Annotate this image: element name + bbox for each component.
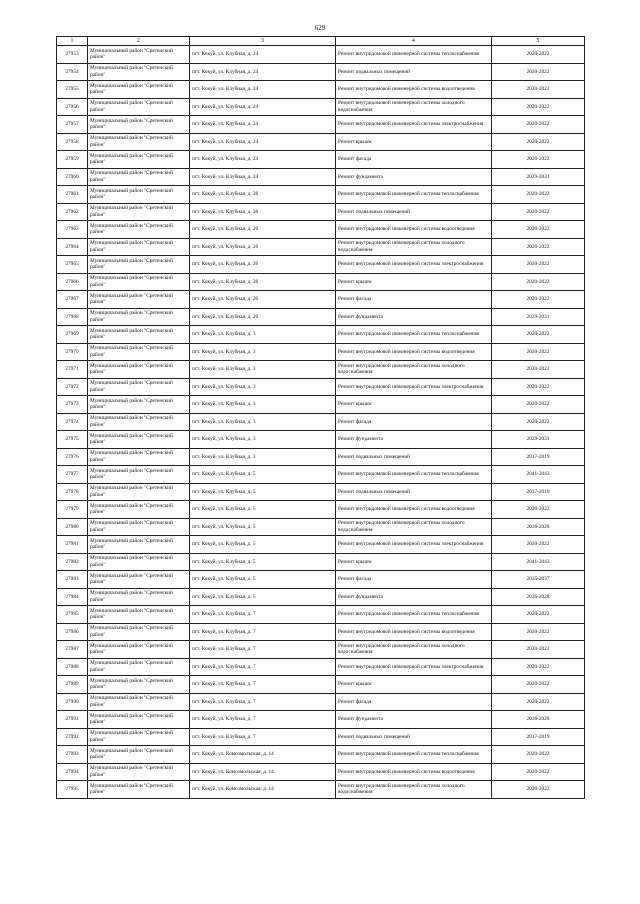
- municipality-cell: Муниципальный район "Сретенский район": [88, 781, 190, 799]
- work-type-cell: Ремонт внутридомовой инженерной системы холодного водоснабжения: [336, 98, 492, 116]
- address-cell: пгт. Кокуй, ул. Клубная, д. 5: [190, 571, 336, 589]
- work-type-cell: Ремонт крыши: [336, 273, 492, 291]
- row-number: 27969: [57, 326, 88, 344]
- work-type-cell: Ремонт фундамента: [336, 711, 492, 729]
- years-cell: 2020-2022: [492, 606, 585, 624]
- table-row: [57, 606, 585, 624]
- address-cell: пгт. Кокуй, ул. Клубная, д. 24: [190, 133, 336, 151]
- table-row: [57, 203, 585, 221]
- address-cell: пгт. Кокуй, ул. Клубная, д. 24: [190, 168, 336, 186]
- work-type-cell: Ремонт внутридомовой инженерной системы электроснабжения: [336, 536, 492, 554]
- row-number: 27959: [57, 151, 88, 169]
- table-row: [57, 536, 585, 554]
- address-cell: пгт. Кокуй, ул. Клубная, д. 7: [190, 693, 336, 711]
- address-cell: пгт. Кокуй, ул. Клубная, д. 7: [190, 658, 336, 676]
- years-cell: 2020-2022: [492, 501, 585, 519]
- table-row: [57, 221, 585, 239]
- municipality-cell: Муниципальный район "Сретенский район": [88, 553, 190, 571]
- address-cell: пгт. Кокуй, ул. Клубная, д. 3: [190, 448, 336, 466]
- table-row: [57, 273, 585, 291]
- table-row: [57, 343, 585, 361]
- years-cell: 2020-2022: [492, 203, 585, 221]
- years-cell: 2020-2022: [492, 641, 585, 659]
- address-cell: пгт. Кокуй, ул. Клубная, д. 24: [190, 46, 336, 64]
- municipality-cell: Муниципальный район "Сретенский район": [88, 63, 190, 81]
- municipality-cell: Муниципальный район "Сретенский район": [88, 168, 190, 186]
- work-type-cell: Ремонт внутридомовой инженерной системы холодного водоснабжения: [336, 361, 492, 379]
- table-row: [57, 46, 585, 64]
- table-row: [57, 81, 585, 99]
- years-cell: 2035-2037: [492, 571, 585, 589]
- work-type-cell: Ремонт крыши: [336, 396, 492, 414]
- municipality-cell: Муниципальный район "Сретенский район": [88, 343, 190, 361]
- municipality-cell: Муниципальный район "Сретенский район": [88, 763, 190, 781]
- years-cell: 2020-2022: [492, 361, 585, 379]
- address-cell: пгт. Кокуй, ул. Клубная, д. 5: [190, 501, 336, 519]
- table-row: [57, 98, 585, 116]
- municipality-cell: Муниципальный район "Сретенский район": [88, 81, 190, 99]
- table-row: [57, 396, 585, 414]
- municipality-cell: Муниципальный район "Сретенский район": [88, 641, 190, 659]
- row-number: 27961: [57, 186, 88, 204]
- address-cell: пгт. Кокуй, ул. Клубная, д. 26: [190, 308, 336, 326]
- row-number: 27977: [57, 466, 88, 484]
- row-number: 27974: [57, 413, 88, 431]
- municipality-cell: Муниципальный район "Сретенский район": [88, 326, 190, 344]
- municipality-cell: Муниципальный район "Сретенский район": [88, 623, 190, 641]
- row-number: 27963: [57, 221, 88, 239]
- row-number: 27975: [57, 431, 88, 449]
- years-cell: 2029-2031: [492, 168, 585, 186]
- address-cell: пгт. Кокуй, ул. Клубная, д. 24: [190, 98, 336, 116]
- work-type-cell: Ремонт подвальных помещений: [336, 63, 492, 81]
- table-row: [57, 781, 585, 799]
- table-row: [57, 413, 585, 431]
- address-cell: пгт. Кокуй, ул. Клубная, д. 5: [190, 588, 336, 606]
- years-cell: 2020-2022: [492, 221, 585, 239]
- address-cell: пгт. Кокуй, ул. Клубная, д. 7: [190, 641, 336, 659]
- years-cell: 2041-2043: [492, 466, 585, 484]
- municipality-cell: Муниципальный район "Сретенский район": [88, 116, 190, 134]
- row-number: 27972: [57, 378, 88, 396]
- work-type-cell: Ремонт крыши: [336, 676, 492, 694]
- address-cell: пгт. Кокуй, ул. Клубная, д. 26: [190, 291, 336, 309]
- table-row: [57, 483, 585, 501]
- municipality-cell: Муниципальный район "Сретенский район": [88, 273, 190, 291]
- address-cell: пгт. Кокуй, ул. Клубная, д. 5: [190, 466, 336, 484]
- work-type-cell: Ремонт внутридомовой инженерной системы теплоснабжения: [336, 606, 492, 624]
- row-number: 27955: [57, 81, 88, 99]
- table-row: [57, 291, 585, 309]
- address-cell: пгт. Кокуй, ул. Клубная, д. 5: [190, 536, 336, 554]
- table-row: [57, 361, 585, 379]
- work-type-cell: Ремонт внутридомовой инженерной системы водоотведения: [336, 623, 492, 641]
- header-col-1: 1: [57, 37, 88, 46]
- address-cell: пгт. Кокуй, ул. Клубная, д. 26: [190, 273, 336, 291]
- table-row: [57, 466, 585, 484]
- years-cell: 2020-2022: [492, 326, 585, 344]
- work-type-cell: Ремонт внутридомовой инженерной системы электроснабжения: [336, 378, 492, 396]
- municipality-cell: Муниципальный район "Сретенский район": [88, 571, 190, 589]
- address-cell: пгт. Кокуй, ул. Клубная, д. 26: [190, 203, 336, 221]
- years-cell: 2020-2022: [492, 343, 585, 361]
- municipality-cell: Муниципальный район "Сретенский район": [88, 308, 190, 326]
- row-number: 27985: [57, 606, 88, 624]
- row-number: 27994: [57, 763, 88, 781]
- address-cell: пгт. Кокуй, ул. Клубная, д. 24: [190, 151, 336, 169]
- table-row: [57, 378, 585, 396]
- work-type-cell: Ремонт подвальных помещений: [336, 728, 492, 746]
- row-number: 27962: [57, 203, 88, 221]
- table-row: [57, 676, 585, 694]
- years-cell: 2020-2022: [492, 133, 585, 151]
- address-cell: пгт. Кокуй, ул. Клубная, д. 26: [190, 186, 336, 204]
- years-cell: 2020-2022: [492, 763, 585, 781]
- municipality-cell: Муниципальный район "Сретенский район": [88, 133, 190, 151]
- row-number: 27964: [57, 238, 88, 256]
- header-col-3: 3: [190, 37, 336, 46]
- municipality-cell: Муниципальный район "Сретенский район": [88, 431, 190, 449]
- municipality-cell: Муниципальный район "Сретенский район": [88, 693, 190, 711]
- municipality-cell: Муниципальный район "Сретенский район": [88, 483, 190, 501]
- address-cell: пгт. Кокуй, ул. Клубная, д. 3: [190, 396, 336, 414]
- address-cell: пгт. Кокуй, ул. Клубная, д. 3: [190, 378, 336, 396]
- years-cell: 2020-2022: [492, 693, 585, 711]
- work-type-cell: Ремонт внутридомовой инженерной системы теплоснабжения: [336, 326, 492, 344]
- row-number: 27988: [57, 658, 88, 676]
- address-cell: пгт. Кокуй, ул. Клубная, д. 7: [190, 623, 336, 641]
- address-cell: пгт. Кокуй, ул. Клубная, д. 24: [190, 81, 336, 99]
- work-type-cell: Ремонт фундамента: [336, 168, 492, 186]
- row-number: 27993: [57, 746, 88, 764]
- table-row: [57, 448, 585, 466]
- address-cell: пгт. Кокуй, ул. Клубная, д. 26: [190, 238, 336, 256]
- row-number: 27966: [57, 273, 88, 291]
- work-type-cell: Ремонт внутридомовой инженерной системы теплоснабжения: [336, 746, 492, 764]
- work-type-cell: Ремонт внутридомовой инженерной системы теплоснабжения: [336, 46, 492, 64]
- row-number: 27991: [57, 711, 88, 729]
- work-type-cell: Ремонт внутридомовой инженерной системы электроснабжения: [336, 116, 492, 134]
- row-number: 27995: [57, 781, 88, 799]
- work-type-cell: Ремонт фасада: [336, 571, 492, 589]
- years-cell: 2026-2028: [492, 518, 585, 536]
- row-number: 27989: [57, 676, 88, 694]
- address-cell: пгт. Кокуй, ул. Клубная, д. 3: [190, 343, 336, 361]
- years-cell: 2020-2022: [492, 291, 585, 309]
- municipality-cell: Муниципальный район "Сретенский район": [88, 536, 190, 554]
- page-number: 629: [314, 24, 326, 32]
- municipality-cell: Муниципальный район "Сретенский район": [88, 98, 190, 116]
- address-cell: пгт. Кокуй, ул. Клубная, д. 5: [190, 483, 336, 501]
- address-cell: пгт. Кокуй, ул. Клубная, д. 3: [190, 431, 336, 449]
- table-row: [57, 641, 585, 659]
- years-cell: 2017-2019: [492, 728, 585, 746]
- row-number: 27957: [57, 116, 88, 134]
- row-number: 27960: [57, 168, 88, 186]
- work-type-cell: Ремонт внутридомовой инженерной системы теплоснабжения: [336, 186, 492, 204]
- row-number: 27953: [57, 46, 88, 64]
- municipality-cell: Муниципальный район "Сретенский район": [88, 378, 190, 396]
- municipality-cell: Муниципальный район "Сретенский район": [88, 746, 190, 764]
- table-row: [57, 623, 585, 641]
- address-cell: пгт. Кокуй, ул. Клубная, д. 5: [190, 518, 336, 536]
- work-type-cell: Ремонт фундамента: [336, 308, 492, 326]
- years-cell: 2020-2022: [492, 536, 585, 554]
- years-cell: 2020-2022: [492, 186, 585, 204]
- header-col-2: 2: [88, 37, 190, 46]
- table-row: [57, 763, 585, 781]
- row-number: 27987: [57, 641, 88, 659]
- work-type-cell: Ремонт внутридомовой инженерной системы холодного водоснабжения: [336, 238, 492, 256]
- municipality-cell: Муниципальный район "Сретенский район": [88, 588, 190, 606]
- table-row: [57, 63, 585, 81]
- row-number: 27971: [57, 361, 88, 379]
- row-number: 27983: [57, 571, 88, 589]
- row-number: 27992: [57, 728, 88, 746]
- work-type-cell: Ремонт внутридомовой инженерной системы электроснабжения: [336, 256, 492, 274]
- table-row: [57, 326, 585, 344]
- row-number: 27986: [57, 623, 88, 641]
- municipality-cell: Муниципальный район "Сретенский район": [88, 396, 190, 414]
- municipality-cell: Муниципальный район "Сретенский район": [88, 501, 190, 519]
- address-cell: пгт. Кокуй, ул. Комсомольская, д. 14: [190, 746, 336, 764]
- work-type-cell: Ремонт внутридомовой инженерной системы электроснабжения: [336, 658, 492, 676]
- years-cell: 2020-2022: [492, 378, 585, 396]
- work-type-cell: Ремонт фундамента: [336, 431, 492, 449]
- work-type-cell: Ремонт внутридомовой инженерной системы холодного водоснабжения: [336, 641, 492, 659]
- table-row: [57, 728, 585, 746]
- years-cell: 2029-2031: [492, 308, 585, 326]
- table-row: [57, 431, 585, 449]
- years-cell: 2020-2022: [492, 116, 585, 134]
- table-row: [57, 693, 585, 711]
- years-cell: 2017-2019: [492, 448, 585, 466]
- row-number: 27954: [57, 63, 88, 81]
- table-row: [57, 256, 585, 274]
- work-type-cell: Ремонт фасада: [336, 693, 492, 711]
- years-cell: 2020-2022: [492, 46, 585, 64]
- municipality-cell: Муниципальный район "Сретенский район": [88, 658, 190, 676]
- years-cell: 2020-2022: [492, 256, 585, 274]
- years-cell: 2020-2022: [492, 623, 585, 641]
- row-number: 27967: [57, 291, 88, 309]
- row-number: 27990: [57, 693, 88, 711]
- row-number: 27968: [57, 308, 88, 326]
- work-type-cell: Ремонт внутридомовой инженерной системы водоотведения: [336, 81, 492, 99]
- municipality-cell: Муниципальный район "Сретенский район": [88, 256, 190, 274]
- municipality-cell: Муниципальный район "Сретенский район": [88, 221, 190, 239]
- municipality-cell: Муниципальный район "Сретенский район": [88, 728, 190, 746]
- row-number: 27978: [57, 483, 88, 501]
- work-type-cell: Ремонт подвальных помещений: [336, 483, 492, 501]
- work-type-cell: Ремонт внутридомовой инженерной системы холодного водоснабжения: [336, 518, 492, 536]
- work-type-cell: Ремонт внутридомовой инженерной системы водоотведения: [336, 501, 492, 519]
- municipality-cell: Муниципальный район "Сретенский район": [88, 413, 190, 431]
- work-type-cell: Ремонт внутридомовой инженерной системы водоотведения: [336, 763, 492, 781]
- municipality-cell: Муниципальный район "Сретенский район": [88, 151, 190, 169]
- address-cell: пгт. Кокуй, ул. Клубная, д. 26: [190, 256, 336, 274]
- municipality-cell: Муниципальный район "Сретенский район": [88, 203, 190, 221]
- address-cell: пгт. Кокуй, ул. Клубная, д. 26: [190, 221, 336, 239]
- table-row: [57, 133, 585, 151]
- years-cell: 2020-2022: [492, 396, 585, 414]
- table-row: [57, 308, 585, 326]
- address-cell: пгт. Кокуй, ул. Клубная, д. 24: [190, 63, 336, 81]
- address-cell: пгт. Кокуй, ул. Комсомольская, д. 14: [190, 763, 336, 781]
- row-number: 27956: [57, 98, 88, 116]
- table-row: [57, 588, 585, 606]
- address-cell: пгт. Кокуй, ул. Комсомольская, д. 14: [190, 781, 336, 799]
- municipality-cell: Муниципальный район "Сретенский район": [88, 711, 190, 729]
- work-type-cell: Ремонт подвальных помещений: [336, 203, 492, 221]
- years-cell: 2020-2022: [492, 273, 585, 291]
- years-cell: 2020-2022: [492, 238, 585, 256]
- row-number: 27965: [57, 256, 88, 274]
- table-row: [57, 186, 585, 204]
- address-cell: пгт. Кокуй, ул. Клубная, д. 3: [190, 361, 336, 379]
- row-number: 27984: [57, 588, 88, 606]
- table-header: [57, 37, 585, 46]
- table-row: [57, 658, 585, 676]
- work-type-cell: Ремонт крыши: [336, 133, 492, 151]
- row-number: 27958: [57, 133, 88, 151]
- municipality-cell: Муниципальный район "Сретенский район": [88, 606, 190, 624]
- address-cell: пгт. Кокуй, ул. Клубная, д. 7: [190, 728, 336, 746]
- years-cell: 2020-2022: [492, 98, 585, 116]
- municipality-cell: Муниципальный район "Сретенский район": [88, 518, 190, 536]
- years-cell: 2029-2031: [492, 431, 585, 449]
- header-col-5: 5: [492, 37, 585, 46]
- work-type-cell: Ремонт крыши: [336, 553, 492, 571]
- years-cell: 2041-2043: [492, 553, 585, 571]
- row-number: 27970: [57, 343, 88, 361]
- address-cell: пгт. Кокуй, ул. Клубная, д. 3: [190, 326, 336, 344]
- municipality-cell: Муниципальный район "Сретенский район": [88, 238, 190, 256]
- table-row: [57, 238, 585, 256]
- address-cell: пгт. Кокуй, ул. Клубная, д. 7: [190, 711, 336, 729]
- table-row: [57, 553, 585, 571]
- work-type-cell: Ремонт внутридомовой инженерной системы холодного водоснабжения: [336, 781, 492, 799]
- municipality-cell: Муниципальный район "Сретенский район": [88, 676, 190, 694]
- work-type-cell: Ремонт внутридомовой инженерной системы теплоснабжения: [336, 466, 492, 484]
- row-number: 27981: [57, 536, 88, 554]
- municipality-cell: Муниципальный район "Сретенский район": [88, 186, 190, 204]
- work-type-cell: Ремонт фасада: [336, 291, 492, 309]
- work-type-cell: Ремонт подвальных помещений: [336, 448, 492, 466]
- years-cell: 2020-2022: [492, 151, 585, 169]
- address-cell: пгт. Кокуй, ул. Клубная, д. 3: [190, 413, 336, 431]
- address-cell: пгт. Кокуй, ул. Клубная, д. 24: [190, 116, 336, 134]
- years-cell: 2026-2028: [492, 588, 585, 606]
- years-cell: 2020-2022: [492, 413, 585, 431]
- years-cell: 2020-2022: [492, 658, 585, 676]
- work-type-cell: Ремонт внутридомовой инженерной системы водоотведения: [336, 343, 492, 361]
- years-cell: 2026-2028: [492, 711, 585, 729]
- row-number: 27982: [57, 553, 88, 571]
- header-col-4: 4: [336, 37, 492, 46]
- municipality-cell: Муниципальный район "Сретенский район": [88, 448, 190, 466]
- table-row: [57, 501, 585, 519]
- work-type-cell: Ремонт фасада: [336, 413, 492, 431]
- row-number: 27976: [57, 448, 88, 466]
- row-number: 27973: [57, 396, 88, 414]
- years-cell: 2017-2019: [492, 483, 585, 501]
- header-row: [57, 37, 585, 46]
- table-row: [57, 571, 585, 589]
- municipality-cell: Муниципальный район "Сретенский район": [88, 466, 190, 484]
- repair-schedule-table: [56, 36, 585, 799]
- work-type-cell: Ремонт фундамента: [336, 588, 492, 606]
- years-cell: 2020-2022: [492, 81, 585, 99]
- work-type-cell: Ремонт фасада: [336, 151, 492, 169]
- table-row: [57, 116, 585, 134]
- row-number: 27980: [57, 518, 88, 536]
- address-cell: пгт. Кокуй, ул. Клубная, д. 5: [190, 553, 336, 571]
- address-cell: пгт. Кокуй, ул. Клубная, д. 7: [190, 676, 336, 694]
- municipality-cell: Муниципальный район "Сретенский район": [88, 291, 190, 309]
- table-row: [57, 711, 585, 729]
- municipality-cell: Муниципальный район "Сретенский район": [88, 361, 190, 379]
- work-type-cell: Ремонт внутридомовой инженерной системы водоотведения: [336, 221, 492, 239]
- table-row: [57, 746, 585, 764]
- years-cell: 2020-2022: [492, 63, 585, 81]
- table-row: [57, 168, 585, 186]
- years-cell: 2020-2022: [492, 746, 585, 764]
- row-number: 27979: [57, 501, 88, 519]
- table-row: [57, 151, 585, 169]
- municipality-cell: Муниципальный район "Сретенский район": [88, 46, 190, 64]
- table-row: [57, 518, 585, 536]
- years-cell: 2020-2022: [492, 676, 585, 694]
- table-body: [57, 46, 585, 799]
- years-cell: 2020-2022: [492, 781, 585, 799]
- address-cell: пгт. Кокуй, ул. Клубная, д. 7: [190, 606, 336, 624]
